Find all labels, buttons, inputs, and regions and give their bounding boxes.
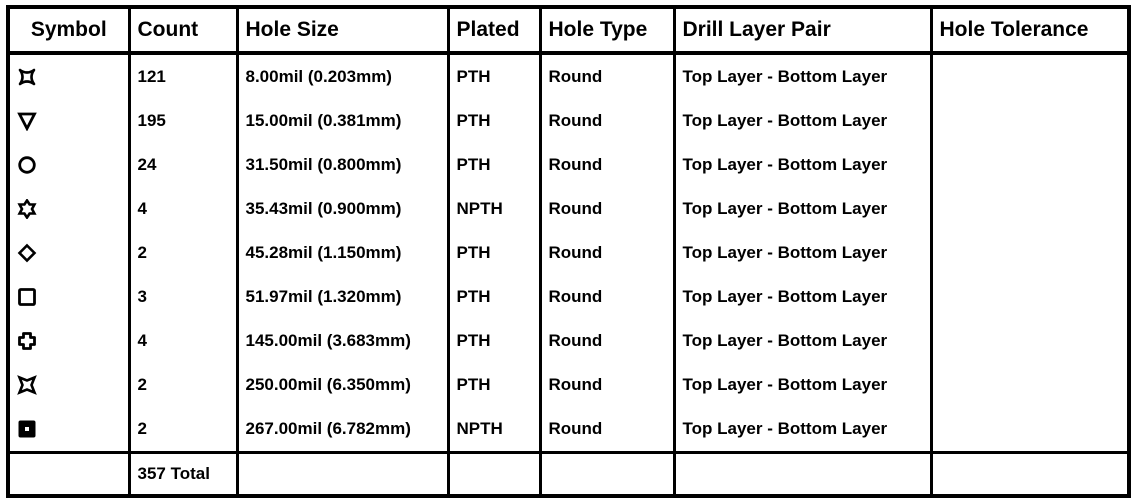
hole-type-cell: Round bbox=[540, 53, 674, 99]
plated-cell: PTH bbox=[448, 99, 540, 143]
hole-size-cell: 250.00mil (6.350mm) bbox=[237, 363, 448, 407]
hole-type-cell: Round bbox=[540, 99, 674, 143]
drill-layer-pair-cell: Top Layer - Bottom Layer bbox=[674, 143, 931, 187]
hole-size-cell: 35.43mil (0.900mm) bbox=[237, 187, 448, 231]
plated-cell: PTH bbox=[448, 363, 540, 407]
hole-size-cell: 267.00mil (6.782mm) bbox=[237, 407, 448, 453]
header-count: Count bbox=[129, 7, 237, 53]
hole-size-cell: 45.28mil (1.150mm) bbox=[237, 231, 448, 275]
total-empty-cell bbox=[448, 453, 540, 497]
triangle-down-icon bbox=[17, 111, 128, 131]
table-row bbox=[8, 143, 1129, 187]
filled-square-dot-icon bbox=[17, 419, 128, 439]
drill-layer-pair-cell: Top Layer - Bottom Layer bbox=[674, 363, 931, 407]
symbol-cell bbox=[8, 231, 129, 275]
total-empty-cell bbox=[931, 453, 1129, 497]
drill-layer-pair-cell: Top Layer - Bottom Layer bbox=[674, 407, 931, 453]
symbol-cell bbox=[8, 407, 129, 453]
x-box-icon bbox=[17, 67, 128, 87]
square-icon bbox=[17, 287, 128, 307]
hole-tolerance-cell bbox=[931, 187, 1129, 231]
table-row bbox=[8, 319, 1129, 363]
table-row bbox=[8, 99, 1129, 143]
hole-size-cell: 145.00mil (3.683mm) bbox=[237, 319, 448, 363]
plated-cell: PTH bbox=[448, 53, 540, 99]
table-header bbox=[8, 7, 1129, 53]
drill-layer-pair-cell: Top Layer - Bottom Layer bbox=[674, 231, 931, 275]
table-footer bbox=[8, 453, 1129, 497]
symbol-cell bbox=[8, 319, 129, 363]
header-row bbox=[8, 7, 1129, 53]
hole-size-cell: 15.00mil (0.381mm) bbox=[237, 99, 448, 143]
diamond-icon bbox=[17, 243, 128, 263]
table-body bbox=[8, 53, 1129, 453]
table-row bbox=[8, 53, 1129, 99]
hole-type-cell: Round bbox=[540, 143, 674, 187]
table-row bbox=[8, 363, 1129, 407]
plated-cell: PTH bbox=[448, 275, 540, 319]
symbol-cell bbox=[8, 363, 129, 407]
total-symbol-cell bbox=[8, 453, 129, 497]
cross-octagon-icon bbox=[17, 331, 128, 351]
count-cell: 4 bbox=[129, 187, 237, 231]
hole-type-cell: Round bbox=[540, 363, 674, 407]
hole-type-cell: Round bbox=[540, 275, 674, 319]
total-empty-cell bbox=[674, 453, 931, 497]
header-symbol: Symbol bbox=[8, 7, 129, 53]
hole-size-cell: 51.97mil (1.320mm) bbox=[237, 275, 448, 319]
total-empty-cell bbox=[540, 453, 674, 497]
header-hole-type: Hole Type bbox=[540, 7, 674, 53]
plated-cell: PTH bbox=[448, 231, 540, 275]
concave-star-icon bbox=[17, 375, 128, 395]
drill-table bbox=[6, 5, 1131, 498]
hole-tolerance-cell bbox=[931, 231, 1129, 275]
total-count: 357 Total bbox=[129, 453, 237, 497]
count-cell: 2 bbox=[129, 231, 237, 275]
hole-tolerance-cell bbox=[931, 407, 1129, 453]
drill-layer-pair-cell: Top Layer - Bottom Layer bbox=[674, 187, 931, 231]
hole-tolerance-cell bbox=[931, 363, 1129, 407]
total-empty-cell bbox=[237, 453, 448, 497]
header-plated: Plated bbox=[448, 7, 540, 53]
count-cell: 24 bbox=[129, 143, 237, 187]
total-row bbox=[8, 453, 1129, 497]
count-cell: 2 bbox=[129, 407, 237, 453]
hole-tolerance-cell bbox=[931, 143, 1129, 187]
symbol-cell bbox=[8, 143, 129, 187]
header-drill-layer-pair: Drill Layer Pair bbox=[674, 7, 931, 53]
plated-cell: NPTH bbox=[448, 407, 540, 453]
hole-type-cell: Round bbox=[540, 319, 674, 363]
drill-layer-pair-cell: Top Layer - Bottom Layer bbox=[674, 53, 931, 99]
symbol-cell bbox=[8, 99, 129, 143]
circle-icon bbox=[17, 155, 128, 175]
header-hole-tolerance: Hole Tolerance bbox=[931, 7, 1129, 53]
plated-cell: NPTH bbox=[448, 187, 540, 231]
table-row bbox=[8, 275, 1129, 319]
drill-layer-pair-cell: Top Layer - Bottom Layer bbox=[674, 319, 931, 363]
hole-size-cell: 31.50mil (0.800mm) bbox=[237, 143, 448, 187]
table-row bbox=[8, 407, 1129, 453]
hole-type-cell: Round bbox=[540, 187, 674, 231]
count-cell: 3 bbox=[129, 275, 237, 319]
plated-cell: PTH bbox=[448, 143, 540, 187]
count-cell: 121 bbox=[129, 53, 237, 99]
table-row bbox=[8, 187, 1129, 231]
hole-tolerance-cell bbox=[931, 319, 1129, 363]
hole-tolerance-cell bbox=[931, 275, 1129, 319]
hole-tolerance-cell bbox=[931, 99, 1129, 143]
plated-cell: PTH bbox=[448, 319, 540, 363]
header-hole-size: Hole Size bbox=[237, 7, 448, 53]
count-cell: 2 bbox=[129, 363, 237, 407]
symbol-cell bbox=[8, 275, 129, 319]
symbol-cell bbox=[8, 53, 129, 99]
star-of-david-icon bbox=[17, 199, 128, 219]
drill-layer-pair-cell: Top Layer - Bottom Layer bbox=[674, 99, 931, 143]
hole-size-cell: 8.00mil (0.203mm) bbox=[237, 53, 448, 99]
hole-tolerance-cell bbox=[931, 53, 1129, 99]
hole-type-cell: Round bbox=[540, 231, 674, 275]
count-cell: 195 bbox=[129, 99, 237, 143]
drill-layer-pair-cell: Top Layer - Bottom Layer bbox=[674, 275, 931, 319]
hole-type-cell: Round bbox=[540, 407, 674, 453]
count-cell: 4 bbox=[129, 319, 237, 363]
table-row bbox=[8, 231, 1129, 275]
symbol-cell bbox=[8, 187, 129, 231]
